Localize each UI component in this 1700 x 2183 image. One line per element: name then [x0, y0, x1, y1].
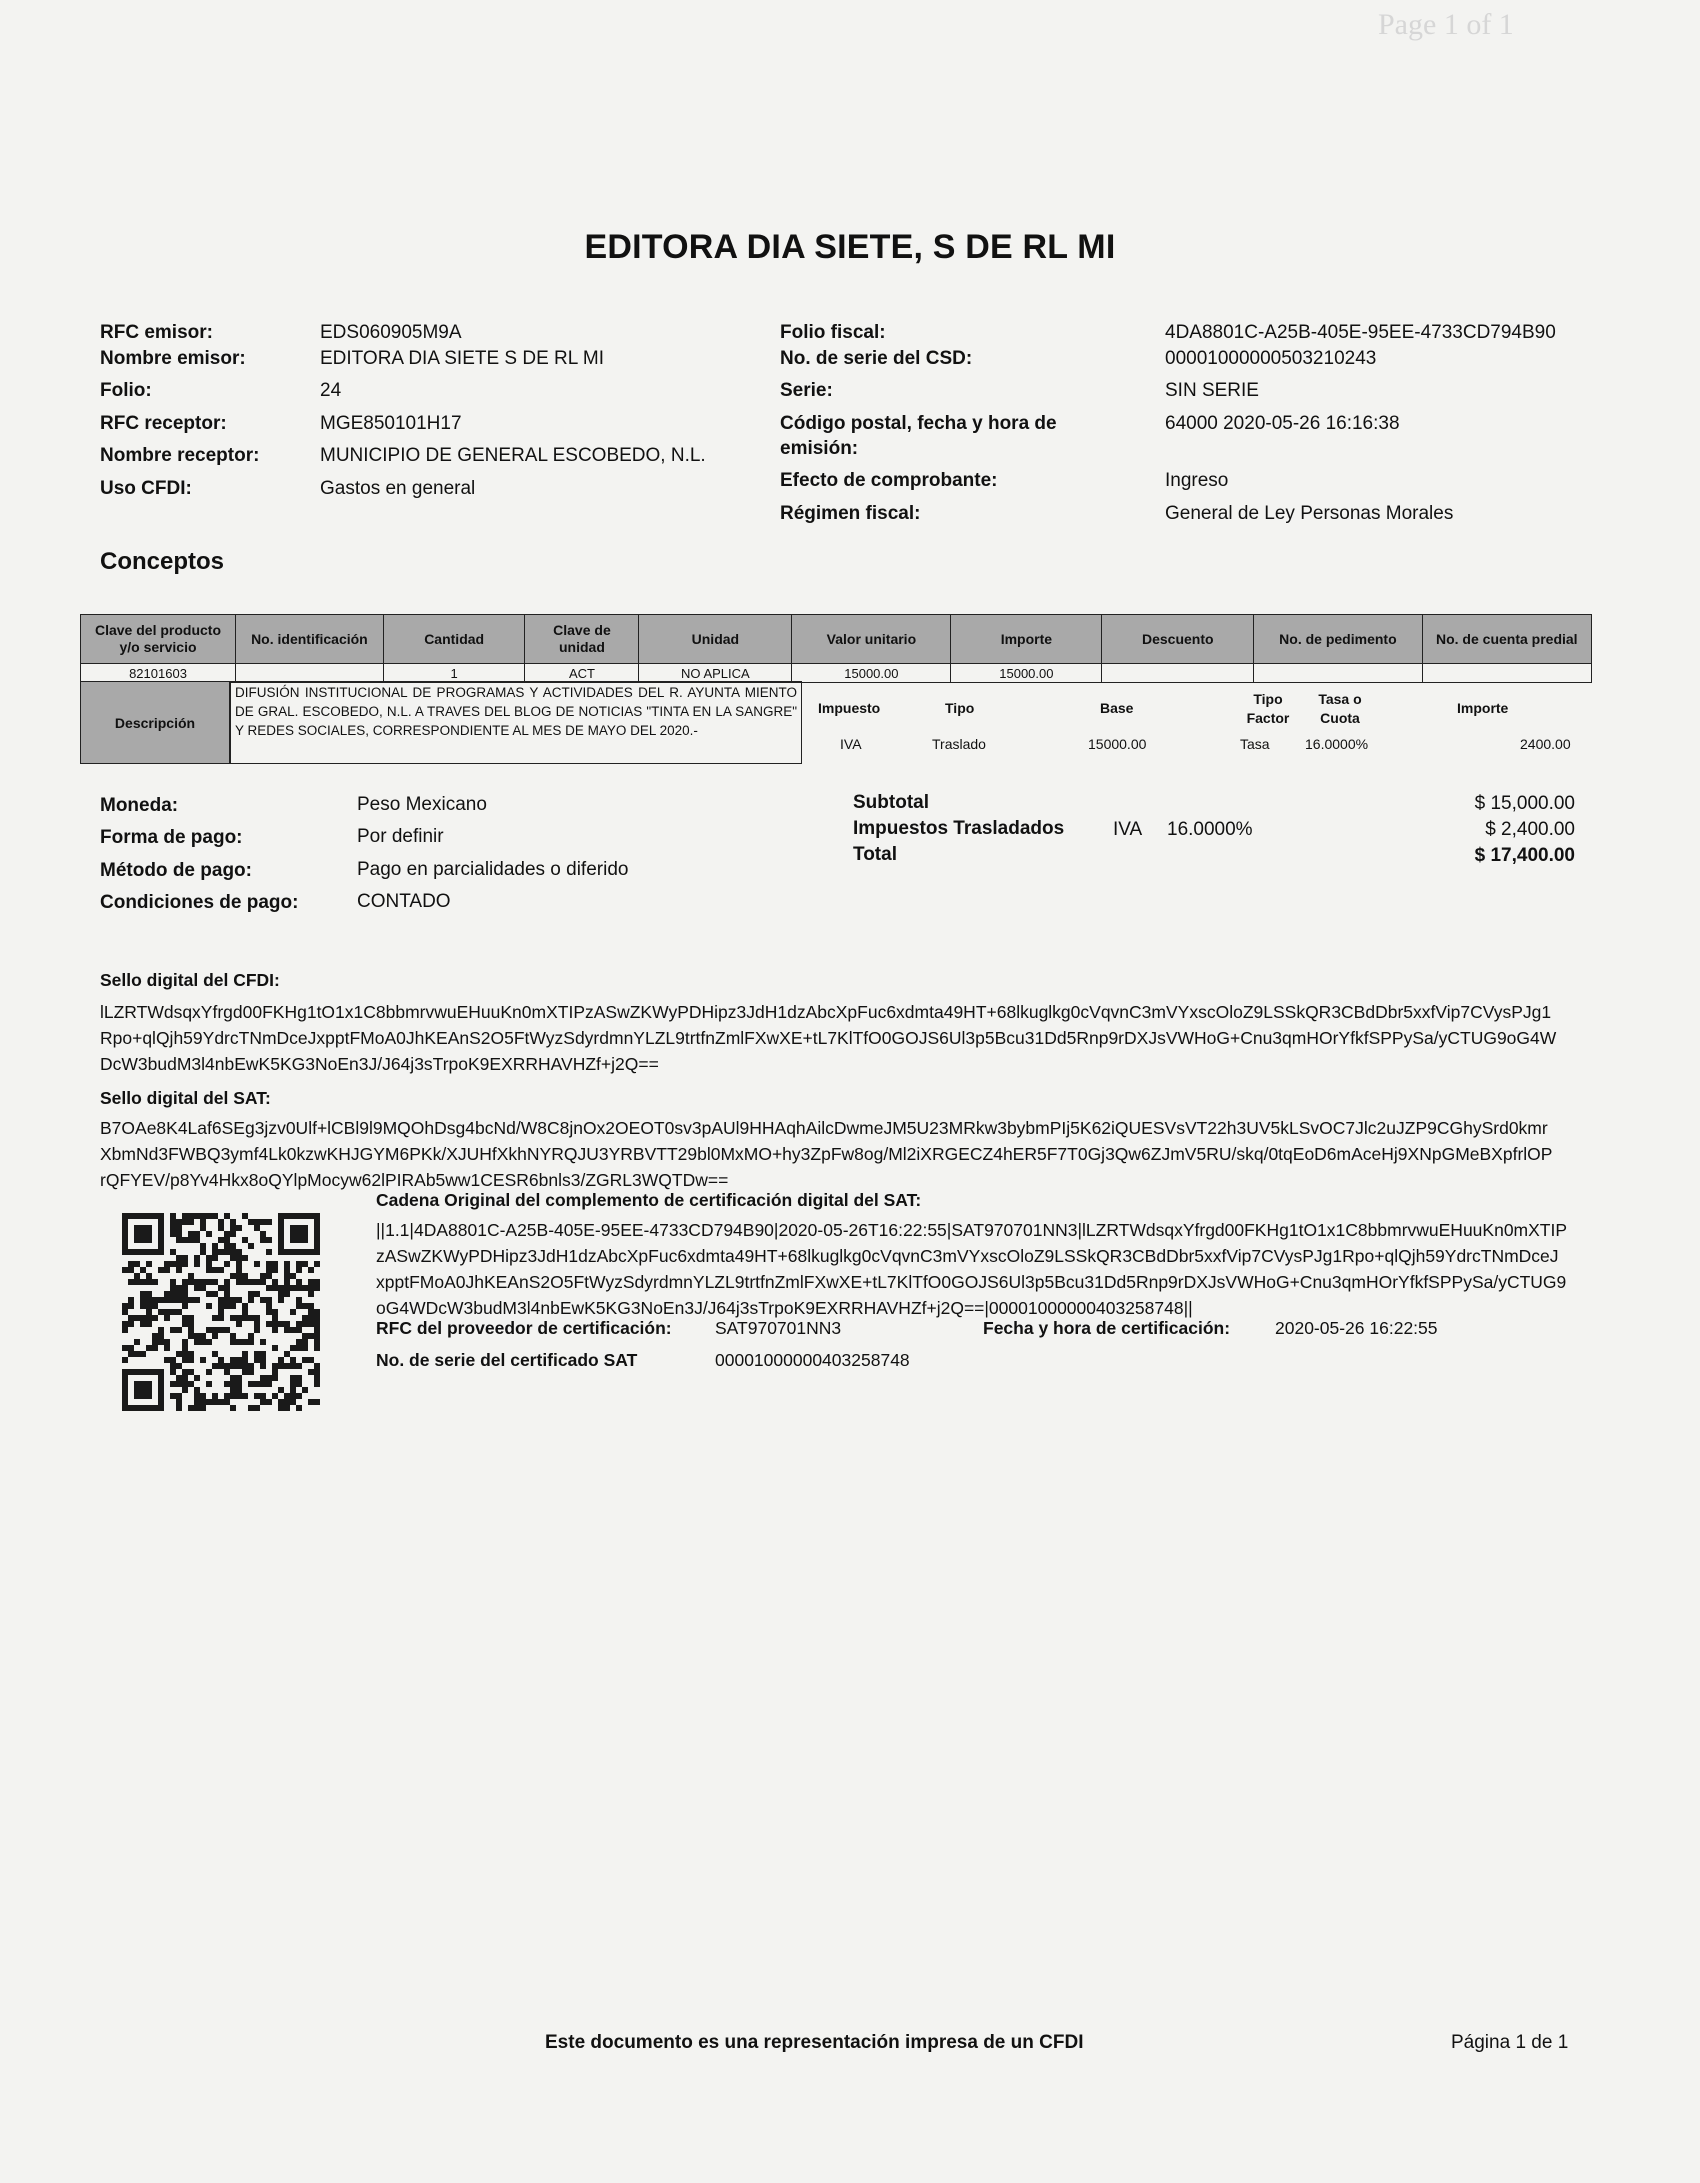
- th-clave-unidad: Clave de unidad: [525, 615, 639, 664]
- th-importe: Importe: [951, 615, 1102, 664]
- cp-fecha-value: 64000 2020-05-26 16:16:38: [1165, 413, 1400, 434]
- imp-header-tasa-cuota-2: Cuota: [1320, 710, 1360, 726]
- imp-header-tipo-factor: [1238, 690, 1298, 728]
- th-descuento: Descuento: [1102, 615, 1254, 664]
- rfc-proveedor-label: RFC del proveedor de certificación:: [376, 1318, 672, 1338]
- imp-header-impuesto: Impuesto: [818, 700, 881, 716]
- forma-pago-value: Por definir: [357, 826, 444, 847]
- conceptos-table: [80, 614, 1592, 683]
- cadena-label: Cadena Original del complemento de certificación digital del SAT:: [376, 1190, 922, 1210]
- metodo-pago-label: Método de pago:: [100, 860, 252, 881]
- serie-csd-label: No. de serie del CSD:: [780, 348, 973, 369]
- impuestos-trasladados-tasa: 16.0000%: [1167, 819, 1253, 840]
- nombre-emisor-value: EDITORA DIA SIETE S DE RL MI: [320, 348, 605, 369]
- total-label: Total: [853, 844, 897, 865]
- conceptos-heading: Conceptos: [100, 548, 225, 575]
- qr-code-image: [122, 1213, 320, 1411]
- sello-sat-value: [100, 1115, 1600, 1193]
- imp-header-tipo: Tipo: [945, 700, 975, 716]
- th-clave-producto: Clave del producto y/o servicio: [81, 615, 236, 664]
- th-no-cuenta-predial: No. de cuenta predial: [1422, 615, 1591, 664]
- impuestos-trasladados-tipo: IVA: [1113, 819, 1143, 840]
- imp-header-tipo-factor-2: Factor: [1246, 710, 1290, 726]
- uso-cfdi-value: Gastos en general: [320, 478, 476, 499]
- efecto-value: Ingreso: [1165, 470, 1229, 491]
- cell-clave-producto: 82101603: [81, 664, 236, 683]
- cell-no-pedimento: [1254, 664, 1422, 683]
- cadena-line: zASwZKWyPDHipz3JdH1dzAbcXpFuc6xdmta49HT+68lkuglkg0cVqvnC3mVYxscOloZ9LSSkQR3CBdDbr5xxfVip7CVysPJg1Rpo+qlQjh59YdrcTNmDceJ: [376, 1246, 1559, 1266]
- rfc-emisor-value: EDS060905M9A: [320, 322, 462, 343]
- table-row: [81, 664, 1592, 683]
- sello-cfdi-value: [100, 999, 1600, 1077]
- imp-cell-importe: 2400.00: [1520, 736, 1571, 752]
- cell-importe: 15000.00: [951, 664, 1102, 683]
- sello-cfdi-label: Sello digital del CFDI:: [100, 970, 280, 990]
- serie-certificado-sat-value: 00001000000403258748: [715, 1350, 910, 1370]
- serie-value: SIN SERIE: [1165, 380, 1259, 401]
- cadena-line: xpptFMoA0JhKEAnS2O5FtWyzSdyrdmnYLZL9trtfnZmlFXwXE+tL7KlTfO0GOJS6Ul3p5Bcu31Dd5Rnp9rDXJsVWHoG+Cnu3qmHOrYfkfSPPySa/yCTUG9: [376, 1272, 1567, 1292]
- cell-clave-unidad: ACT: [525, 664, 639, 683]
- imp-cell-impuesto: IVA: [840, 736, 862, 752]
- rfc-receptor-value: MGE850101H17: [320, 413, 462, 434]
- sello-sat-line: rQFYEV/p8Yv4Hkx8oQYlpMocyw62lPIRAb5ww1CESR6bnls3/ZGRL3WQTDw==: [100, 1170, 729, 1190]
- cp-fecha-label: Código postal, fecha y hora de: [780, 413, 1057, 434]
- fecha-certificacion-value: 2020-05-26 16:22:55: [1275, 1318, 1438, 1338]
- folio-label: Folio:: [100, 380, 152, 401]
- th-cantidad: Cantidad: [383, 615, 525, 664]
- efecto-label: Efecto de comprobante:: [780, 470, 998, 491]
- rfc-proveedor-value: SAT970701NN3: [715, 1318, 842, 1338]
- rfc-receptor-label: RFC receptor:: [100, 413, 227, 434]
- imp-header-tasa-cuota-1: Tasa o: [1318, 691, 1362, 707]
- sello-cfdi-line: lLZRTWdsqxYfrgd00FKHg1tO1x1C8bbmrvwuEHuuKn0mXTIPzASwZKWyPDHipz3JdH1dzAbcXpFuc6xdmta49HT+68lkuglkg0cVqvnC3mVYxscOloZ9LSSkQR3CBdDbr5xxfVip7CVysPJg1: [100, 1002, 1552, 1022]
- nombre-receptor-value: MUNICIPIO DE GENERAL ESCOBEDO, N.L.: [320, 445, 706, 466]
- imp-cell-tasa-cuota: 16.0000%: [1305, 736, 1369, 752]
- th-no-pedimento: No. de pedimento: [1254, 615, 1422, 664]
- ghost-page-label: Page 1 of 1: [1378, 8, 1514, 41]
- serie-label: Serie:: [780, 380, 833, 401]
- folio-fiscal-value: 4DA8801C-A25B-405E-95EE-4733CD794B90: [1165, 322, 1556, 343]
- imp-cell-tipo: Traslado: [932, 736, 986, 752]
- imp-header-importe: Importe: [1457, 700, 1509, 716]
- sello-cfdi-line: DcW3budM3l4nbEwK5KG3NoEn3J/J64j3sTrpoK9EXRRHAVHZf+j2Q==: [100, 1054, 659, 1074]
- th-unidad: Unidad: [639, 615, 792, 664]
- uso-cfdi-label: Uso CFDI:: [100, 478, 192, 499]
- cell-descuento: [1102, 664, 1254, 683]
- total-value: $ 17,400.00: [1474, 845, 1575, 866]
- rfc-emisor-label: RFC emisor:: [100, 322, 213, 343]
- forma-pago-label: Forma de pago:: [100, 827, 243, 848]
- moneda-value: Peso Mexicano: [357, 794, 487, 815]
- imp-cell-tipo-factor: Tasa: [1240, 736, 1270, 752]
- descripcion-label: Descripción: [80, 681, 230, 764]
- condiciones-pago-value: CONTADO: [357, 891, 451, 912]
- th-valor-unitario: Valor unitario: [792, 615, 951, 664]
- sello-sat-label: Sello digital del SAT:: [100, 1088, 271, 1108]
- sello-sat-line: XbmNd3FWBQ3ymf4Lk0kzwKHJGYM6PKk/XJUHfXkhNYRQJU3YRBVTT29bl0MxMO+hy3ZpFw8og/Ml2iXRGECZ4hER5F7T0Gj3Qw6ZJmV5RU/skq/0tqEoD6mAceHj9XNpGMeBXpfrlOP: [100, 1144, 1553, 1164]
- imp-header-tasa-cuota: [1310, 690, 1370, 728]
- cell-cantidad: 1: [383, 664, 525, 683]
- cell-no-cuenta-predial: [1422, 664, 1591, 683]
- conceptos-header-row: [81, 615, 1592, 664]
- cell-unidad: NO APLICA: [639, 664, 792, 683]
- cp-fecha-label-2: emisión:: [780, 438, 859, 459]
- impuestos-trasladados-label: Impuestos Trasladados: [853, 818, 1065, 839]
- cadena-value: [376, 1217, 1601, 1321]
- imp-header-base: Base: [1100, 700, 1134, 716]
- subtotal-label: Subtotal: [853, 792, 929, 813]
- imp-cell-base: 15000.00: [1088, 736, 1147, 752]
- metodo-pago-value: Pago en parcialidades o diferido: [357, 859, 629, 880]
- folio-fiscal-label: Folio fiscal:: [780, 322, 886, 343]
- nombre-emisor-label: Nombre emisor:: [100, 348, 246, 369]
- sello-cfdi-line: Rpo+qlQjh59YdrcTNmDceJxpptFMoA0JhKEAnS2O5FtWyzSdyrdmnYLZL9trtfnZmlFXwXE+tL7KlTfO0GOJS6Ul3p5Bcu31Dd5Rnp9rDXJsVWHoG+Cnu3qmHOrYfkfSPPySa/yCTUG9oG4W: [100, 1028, 1557, 1048]
- cell-valor-unitario: 15000.00: [792, 664, 951, 683]
- cell-no-identificacion: [236, 664, 384, 683]
- cadena-line: ||1.1|4DA8801C-A25B-405E-95EE-4733CD794B90|2020-05-26T16:22:55|SAT970701NN3|lLZRTWdsqxYfrgd00FKHg1tO1x1C8bbmrvwuEHuuKn0mXTIP: [376, 1220, 1568, 1240]
- sello-sat-line: B7OAe8K4Laf6SEg3jzv0Ulf+lCBl9l9MQOhDsg4bcNd/W8C8jnOx2OEOT0sv3pAUl9HHAqhAilcDwmeJM5U23MRkw3bybmPIj5K62iQUESVsVT22h3UV5kLSvOC7Jlc2uJZP9CGhySrd0kmr: [100, 1118, 1548, 1138]
- th-no-identificacion: No. identificación: [236, 615, 384, 664]
- nombre-receptor-label: Nombre receptor:: [100, 445, 260, 466]
- regimen-value: General de Ley Personas Morales: [1165, 503, 1454, 524]
- company-title: EDITORA DIA SIETE, S DE RL MI: [584, 228, 1116, 266]
- footer-leyenda: Este documento es una representación impresa de un CFDI: [545, 2032, 1084, 2053]
- condiciones-pago-label: Condiciones de pago:: [100, 892, 299, 913]
- imp-header-tipo-factor-1: Tipo: [1253, 691, 1283, 707]
- descripcion-text: DIFUSIÓN INSTITUCIONAL DE PROGRAMAS Y ACTIVIDADES DEL R. AYUNTA MIENTO DE GRAL. ESCOBEDO, N.L. A TRAVES DEL BLOG DE NOTICIAS "TINTA EN LA SANGRE" Y REDES SOCIALES, CORRESPONDIENTE AL MES DE MAYO DEL 2020.-: [230, 681, 802, 764]
- regimen-label: Régimen fiscal:: [780, 503, 921, 524]
- cadena-line: oG4WDcW3budM3l4nbEwK5KG3NoEn3J/J64j3sTrpoK9EXRRHAVHZf+j2Q==|00001000000403258748||: [376, 1298, 1193, 1318]
- impuestos-trasladados-value: $ 2,400.00: [1485, 819, 1575, 840]
- serie-csd-value: 00001000000503210243: [1165, 348, 1377, 369]
- folio-value: 24: [320, 380, 342, 401]
- serie-certificado-sat-label: No. de serie del certificado SAT: [376, 1350, 638, 1370]
- moneda-label: Moneda:: [100, 795, 179, 816]
- subtotal-value: $ 15,000.00: [1474, 793, 1575, 814]
- fecha-certificacion-label: Fecha y hora de certificación:: [983, 1318, 1231, 1338]
- footer-pagina: Página 1 de 1: [1451, 2032, 1569, 2053]
